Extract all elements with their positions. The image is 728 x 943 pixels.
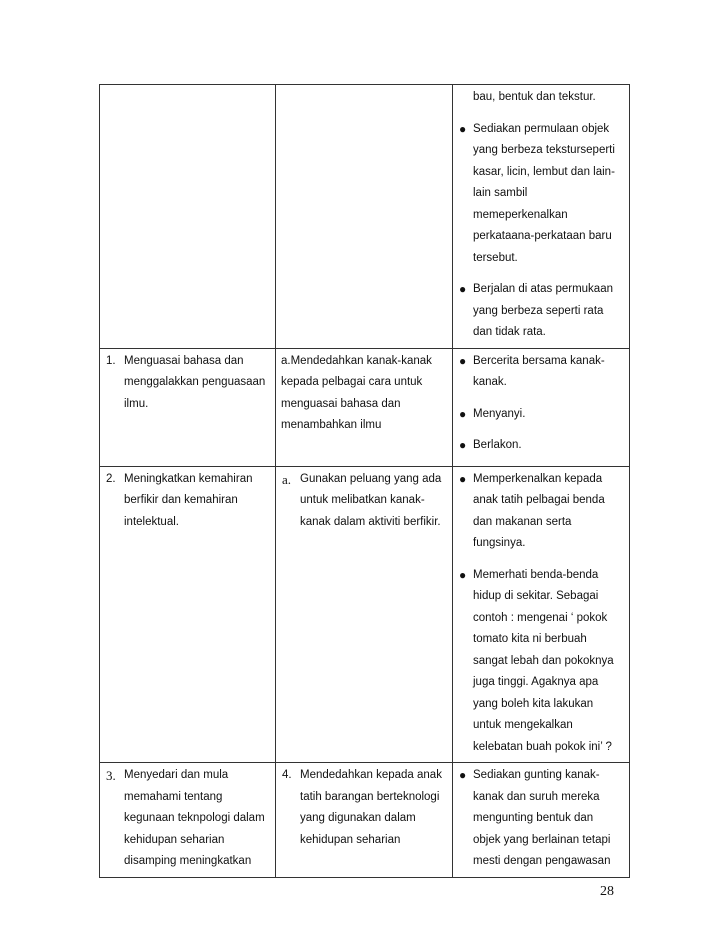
item-number: 3.	[106, 768, 116, 783]
bullet-icon: ●	[459, 471, 467, 486]
objective-text: Menguasai bahasa dan menggalakkan penguasaan ilmu.	[124, 354, 266, 410]
continuation-text: bau, bentuk dan tekstur.	[473, 91, 596, 103]
list-item: ● Berjalan di atas permukaan yang berbeza seperti rata dan tidak rata.	[459, 279, 623, 344]
table-cell	[100, 85, 276, 349]
table-cell	[276, 763, 453, 878]
item-letter: a.	[282, 471, 292, 487]
bullet-icon: ●	[459, 282, 467, 296]
table-cell	[100, 466, 276, 763]
table-cell	[453, 763, 630, 878]
table-cell	[276, 85, 453, 349]
objective-text: Meningkatkan kemahiran berfikir dan kemahiran intelektual.	[124, 472, 253, 528]
bullet-icon: ●	[459, 406, 467, 421]
activity-table	[99, 84, 630, 878]
table-cell	[453, 466, 630, 763]
item-number: 1.	[106, 354, 116, 367]
table-cell	[100, 348, 276, 466]
item-number: 4.	[282, 769, 292, 781]
list-item: ● Menyanyi.	[459, 404, 623, 426]
strategy-text: Gunakan peluang yang ada untuk melibatkan kanak-kanak dalam aktiviti berfikir.	[300, 472, 442, 528]
table-row	[100, 348, 630, 466]
table-cell	[453, 348, 630, 466]
strategy-text: Mendedahkan kepada anak tatih barangan berteknologi yang digunakan dalam kehidupan seharian	[300, 769, 442, 846]
list-item: ● Bercerita bersama kanak-kanak.	[459, 351, 623, 394]
page-number: 28	[600, 884, 614, 899]
list-item: ● Sediakan gunting kanak-kanak dan suruh mereka mengunting bentuk dan objek yang berlainan tetapi mesti dengan pengawasan	[459, 765, 623, 873]
table-row	[100, 466, 630, 763]
bullet-icon: ●	[459, 768, 467, 782]
table-row	[100, 85, 630, 349]
item-number: 2.	[106, 472, 116, 485]
list-item: ● Berlakon.	[459, 435, 623, 457]
strategy-text: a.Mendedahkan kanak-kanak kepada pelbagai cara untuk menguasai bahasa dan menambahkan ilmu	[281, 354, 432, 431]
table-cell	[453, 85, 630, 349]
list-item: ● Sediakan permulaan objek yang berbeza teksturseperti kasar, licin, lembut dan lain-lain sambil memeperkenalkan perkataana-perkataan baru tersebut.	[459, 119, 623, 270]
bullet-icon: ●	[459, 121, 467, 136]
table-cell	[276, 466, 453, 763]
list-item: ● Memperkenalkan kepada anak tatih pelbagai benda dan makanan serta fungsinya.	[459, 469, 623, 555]
bullet-icon: ●	[459, 353, 467, 368]
objective-text: Menyedari dan mula memahami tentang kegunaan teknpologi dalam kehidupan seharian disamping meningkatkan	[124, 769, 265, 867]
bullet-icon: ●	[459, 438, 467, 452]
list-item: ● Memerhati benda-benda hidup di sekitar. Sebagai contoh : mengenai ‘ pokok tomato kita ni berbuah sangat lebah dan pokoknya juga tinggi. Agaknya apa yang boleh kita lakukan untuk mengekalkan kelebatan buah pokok ini’ ?	[459, 565, 623, 759]
table-row	[100, 763, 630, 878]
bullet-icon: ●	[459, 567, 467, 582]
table-cell	[276, 348, 453, 466]
table-cell	[100, 763, 276, 878]
